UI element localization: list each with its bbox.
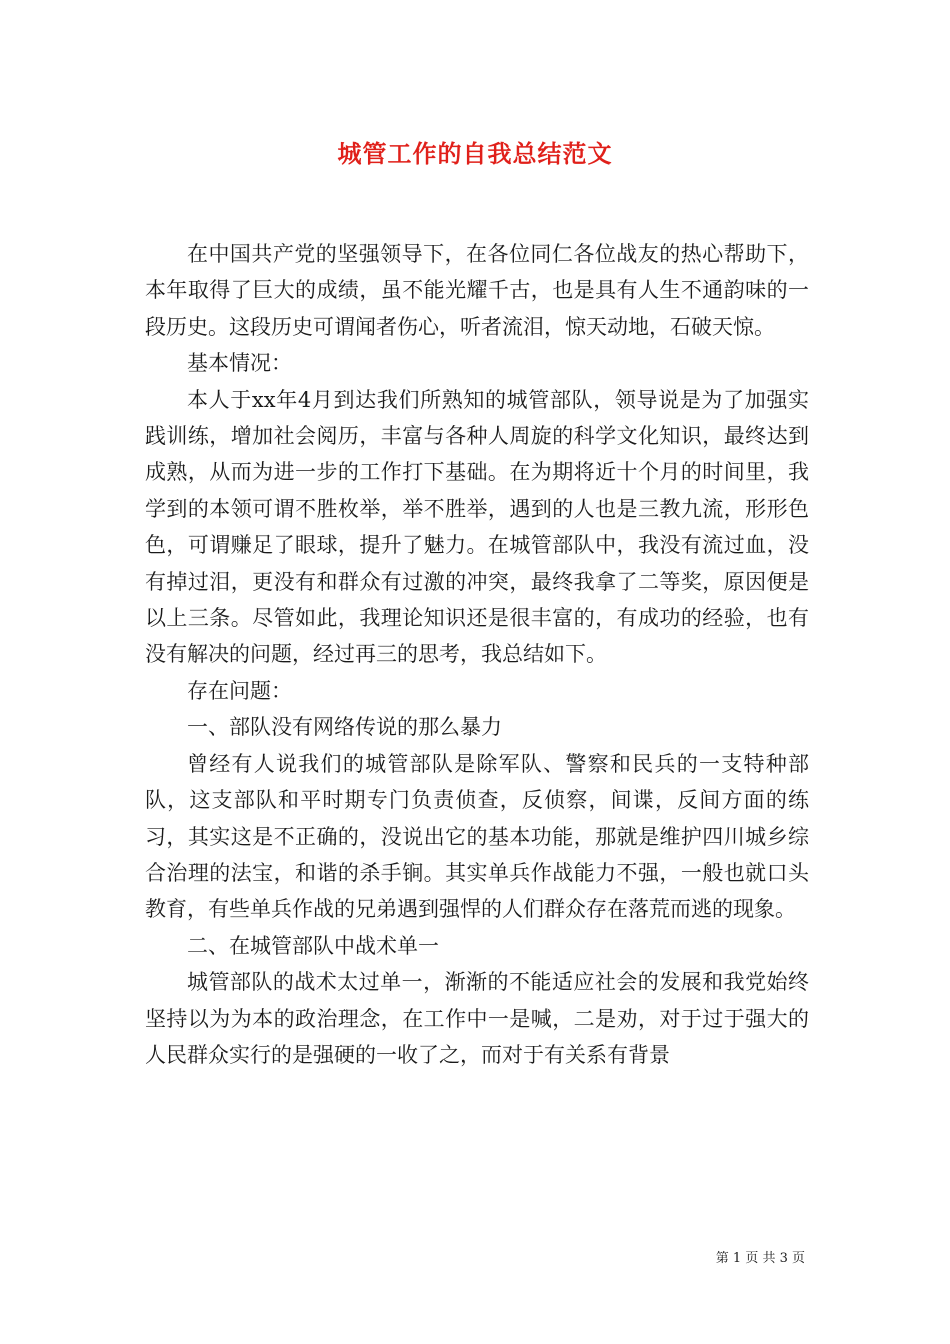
section-heading-basic-situation: 基本情况：	[187, 351, 292, 376]
paragraph-intro: 在中国共产党的坚强领导下，在各位同仁各位战友的热心帮助下，本年取得了巨大的成绩，虽不能光耀千古，也是具有人生不通韵味的一段历史。这段历史可谓闻者伤心，听者流泪，惊天动地，石破天惊。	[145, 242, 809, 339]
paragraph-basic-situation: 本人于xx年4月到达我们所熟知的城管部队，领导说是为了加强实践训练，增加社会阅历，丰富与各种人周旋的科学文化知识，最终达到成熟，从而为进一步的工作打下基础。在为期将近十个月的时间里，我学到的本领可谓不胜枚举，举不胜举，遇到的人也是三教九流，形形色色，可谓赚足了眼球，提升了魅力。在城管部队中，我没有流过血，没有掉过泪，更没有和群众有过激的冲突，最终我拿了二等奖，原因便是以上三条。尽管如此，我理论知识还是很丰富的，有成功的经验，也有没有解决的问题，经过再三的思考，我总结如下。	[145, 387, 809, 667]
page-number: 第 1 页 共 3 页	[715, 1251, 805, 1266]
subheading-problem-1: 一、部队没有网络传说的那么暴力	[187, 715, 502, 740]
paragraph-problem-1: 曾经有人说我们的城管部队是除军队、警察和民兵的一支特种部队，这支部队和平时期专门负责侦查，反侦察，间谍，反间方面的练习，其实这是不正确的，没说出它的基本功能，那就是维护四川城乡综合治理的法宝，和谐的杀手锏。其实单兵作战能力不强，一般也就口头教育，有些单兵作战的兄弟遇到强悍的人们群众存在落荒而逃的现象。	[145, 751, 809, 922]
section-heading-problems: 存在问题：	[187, 678, 292, 703]
document-title: 城管工作的自我总结范文	[337, 139, 613, 168]
subheading-problem-2: 二、在城管部队中战术单一	[187, 933, 439, 958]
document-body	[145, 236, 809, 1073]
paragraph-problem-2: 城管部队的战术太过单一，渐渐的不能适应社会的发展和我党始终坚持以为为本的政治理念，在工作中一是喊，二是劝，对于过于强大的人民群众实行的是强硬的一收了之，而对于有关系有背景	[145, 970, 809, 1067]
